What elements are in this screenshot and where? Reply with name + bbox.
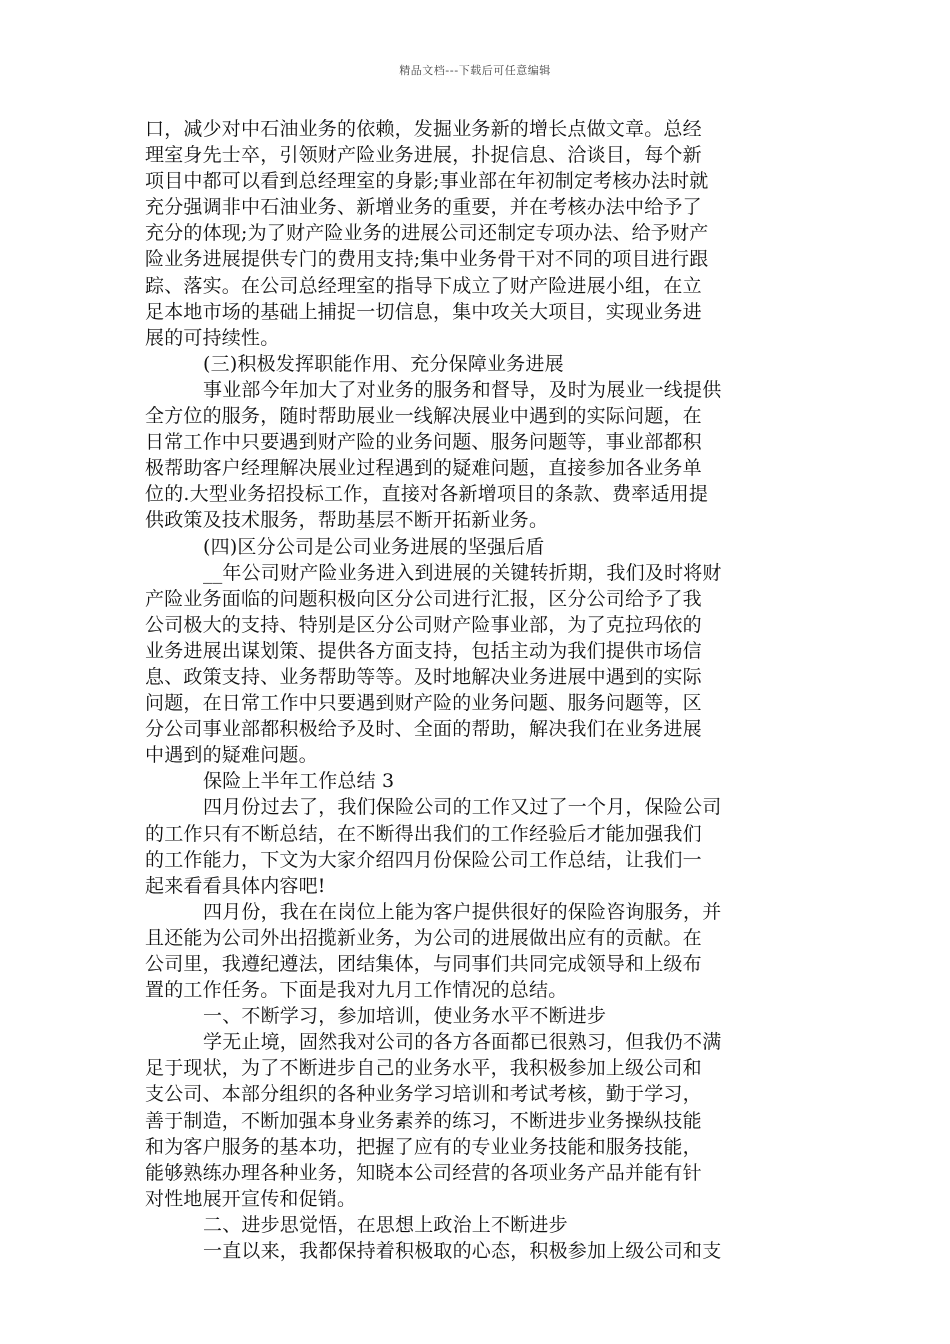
paragraph-first-line: 保险上半年工作总结 3 [203, 770, 395, 793]
page-header-note: 精品文档---下载后可任意编辑 [399, 64, 551, 77]
text-line: 的工作只有不断总结，在不断得出我们的工作经验后才能加强我们 [145, 822, 702, 845]
paragraph-first-line: (三)积极发挥职能作用、充分保障业务进展 [203, 352, 564, 375]
text-line: 踪、落实。在公司总经理室的指导下成立了财产险进展小组，在立 [145, 274, 702, 297]
paragraph-first-line: __年公司财产险业务进入到进展的关键转折期，我们及时将财 [203, 561, 722, 584]
text-line: 口，减少对中石油业务的依赖，发掘业务新的增长点做文章。总经 [145, 118, 702, 140]
paragraph-first-line: 事业部今年加大了对业务的服务和督导，及时为展业一线提供 [203, 378, 722, 401]
text-line: 置的工作任务。下面是我对九月工作情况的总结。 [145, 979, 568, 1002]
paragraph-first-line: 一直以来，我都保持着积极取的心态，积极参加上级公司和支 [203, 1240, 722, 1263]
text-line: 支公司、本部分组织的各种业务学习培训和考试考核，勤于学习， [145, 1083, 702, 1106]
text-line: 展的可持续性。 [145, 326, 280, 349]
paragraph-first-line: 四月份过去了，我们保险公司的工作又过了一个月，保险公司 [203, 796, 722, 819]
text-line: 理室身先士卒，引领财产险业务进展，扑捉信息、洽谈目，每个新 [145, 144, 702, 167]
text-line: 中遇到的疑难问题。 [145, 744, 318, 767]
text-line: 充分强调非中石油业务、新增业务的重要，并在考核办法中给予了 [145, 196, 702, 219]
text-line: 分公司事业部都积极给予及时、全面的帮助，解决我们在业务进展 [145, 718, 702, 741]
text-line: 的工作能力，下文为大家介绍四月份保险公司工作总结，让我们一 [145, 848, 702, 871]
paragraph-first-line: 四月份，我在在岗位上能为客户提供很好的保险咨询服务，并 [203, 900, 722, 923]
text-line: 极帮助客户经理解决展业过程遇到的疑难问题，直接参加各业务单 [145, 457, 702, 480]
text-line: 起来看看具体内容吧! [145, 874, 326, 897]
text-line: 业务进展出谋划策、提供各方面支持，包括主动为我们提供市场信 [145, 639, 702, 662]
text-line: 项目中都可以看到总经理室的身影;事业部在年初制定考核办法时就 [145, 170, 709, 193]
text-line: 公司极大的支持、特别是区分公司财产险事业部，为了克拉玛依的 [145, 613, 702, 636]
text-line: 充分的体现;为了财产险业务的进展公司还制定专项办法、给予财产 [145, 222, 709, 245]
text-line: 善于制造，不断加强本身业务素养的练习，不断进步业务操纵技能 [145, 1109, 702, 1132]
text-line: 险业务进展提供专门的费用支持;集中业务骨干对不同的项目进行跟 [145, 248, 709, 271]
text-line: 全方位的服务，随时帮助展业一线解决展业中遇到的实际问题，在 [145, 405, 702, 428]
text-line: 供政策及技术服务，帮助基层不断开拓新业务。 [145, 509, 549, 532]
paragraph-first-line: (四)区分公司是公司业务进展的坚强后盾 [203, 535, 545, 558]
paragraph-first-line: 二、进步思觉悟，在思想上政治上不断进步 [203, 1213, 568, 1236]
text-line: 和为客户服务的基本功，把握了应有的专业业务技能和服务技能， [145, 1135, 702, 1158]
text-line: 位的.大型业务招投标工作，直接对各新增项目的条款、费率适用提 [145, 483, 709, 506]
text-line: 且还能为公司外出招揽新业务，为公司的进展做出应有的贡献。在 [145, 926, 702, 949]
paragraph-first-line: 学无止境，固然我对公司的各方各面都已很熟习，但我仍不满 [203, 1031, 722, 1054]
text-line: 足本地市场的基础上捕捉一切信息，集中攻关大项目，实现业务进 [145, 300, 702, 323]
text-line: 对性地展开宣传和促销。 [145, 1187, 357, 1210]
text-line: 公司里，我遵纪遵法，团结集体，与同事们共同完成领导和上级布 [145, 953, 702, 975]
text-line: 日常工作中只要遇到财产险的业务问题、服务问题等，事业部都积 [145, 431, 702, 454]
text-line: 足于现状，为了不断进步自己的业务水平，我积极参加上级公司和 [145, 1057, 702, 1080]
text-line: 能够熟练办理各种业务，知晓本公司经营的各项业务产品并能有针 [145, 1161, 702, 1184]
text-line: 问题，在日常工作中只要遇到财产险的业务问题、服务问题等，区 [145, 692, 702, 715]
text-line: 息、政策支持、业务帮助等等。及时地解决业务进展中遇到的实际 [145, 665, 702, 688]
text-line: 产险业务面临的问题积极向区分公司进行汇报，区分公司给予了我 [145, 587, 702, 610]
document-body [145, 116, 810, 1264]
paragraph-first-line: 一、不断学习，参加培训，使业务水平不断进步 [203, 1005, 607, 1028]
